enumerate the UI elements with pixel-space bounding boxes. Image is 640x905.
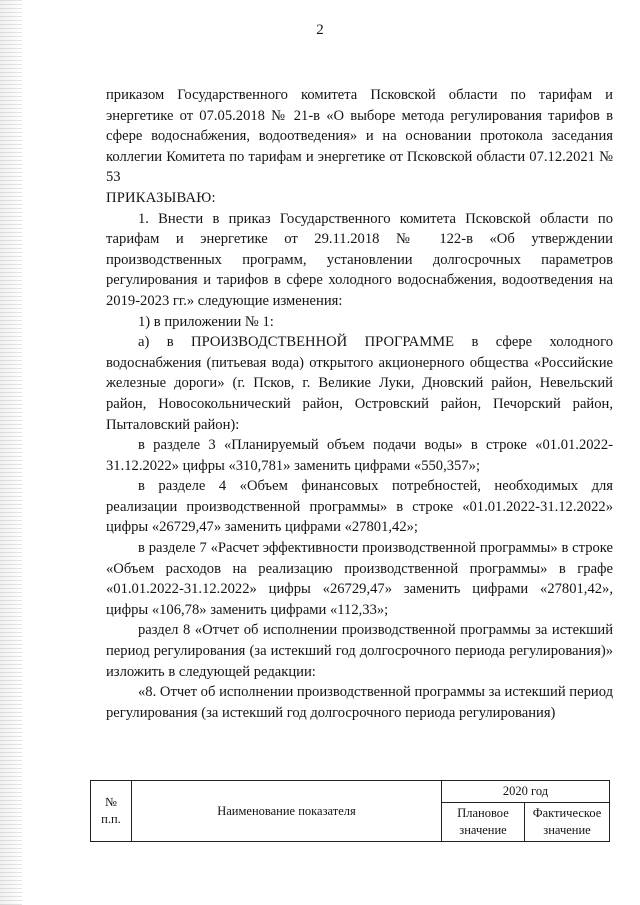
paragraph-preamble: приказом Государственного комитета Псковской области по тарифам и энергетике от 07.05.2018 № 21-в «О выборе метода регулирования тарифов в сфере водоснабжения, водоотведения» и на основании протокола заседания коллегии Комитета по тарифам и энергетике от Псковской области 07.12.2021 № 53 xyxy=(106,87,613,186)
table-header-year: 2020 год xyxy=(442,781,610,803)
paragraph-section-3: в разделе 3 «Планируемый объем подачи воды» в строке «01.01.2022-31.12.2022» цифры «310,781» заменить цифрами «550,357»; xyxy=(106,437,613,474)
paragraph-section-8: раздел 8 «Отчет об исполнении производственной программы за истекший период регулирования (за истекший год долгосрочного периода регулирования)» изложить в следующей редакции: xyxy=(106,622,613,680)
page-number: 2 xyxy=(316,22,324,38)
table-header-fact: Фактическое значение xyxy=(525,803,610,842)
paragraph-section-4: в разделе 4 «Объем финансовых потребностей, необходимых для реализации производственной программы» в строке «01.01.2022-31.12.2022» цифры «26729,47» заменить цифрами «27801,42»; xyxy=(106,478,613,536)
paragraph-item-1: 1. Внести в приказ Государственного комитета Псковской области по тарифам и энергетике от 29.11.2018 № 122-в «Об утверждении производственных программ, установлении долгосрочных параметров регулирования и тарифов в сфере холодного водоснабжения, водоотведения на 2019-2023 гг.» следующие изменения: xyxy=(106,210,613,309)
report-table xyxy=(90,780,610,842)
paragraph-section-8-title: «8. Отчет об исполнении производственной программы за истекший период регулирования (за истекший год долгосрочного периода регулирования) xyxy=(106,684,613,721)
table-header-indicator: Наименование показателя xyxy=(132,781,442,842)
paragraph-subitem-1: 1) в приложении № 1: xyxy=(138,313,274,330)
document-body xyxy=(106,85,613,723)
paragraph-section-7: в разделе 7 «Расчет эффективности производственной программы» в строке «Объем расходов на реализацию производственной программы» в графе «01.01.2022-31.12.2022» цифры «26729,47» заменить цифрами «27801,42», цифры «106,78» заменить цифрами «112,33»; xyxy=(106,540,613,618)
paragraph-order-word: ПРИКАЗЫВАЮ: xyxy=(106,189,216,206)
paragraph-subitem-a: а) в ПРОИЗВОДСТВЕННОЙ ПРОГРАММЕ в сфере холодного водоснабжения (питьевая вода) открытого акционерного общества «Российские железные дороги» (г. Псков, г. Великие Луки, Дновский район, Невельский район, Новосокольнический район, Островский район, Печорский район, Пыталовский район): xyxy=(106,334,613,433)
scan-edge-artifact xyxy=(0,0,22,905)
table-header-plan: Плановое значение xyxy=(442,803,525,842)
table-header-number: № п.п. xyxy=(91,781,132,842)
